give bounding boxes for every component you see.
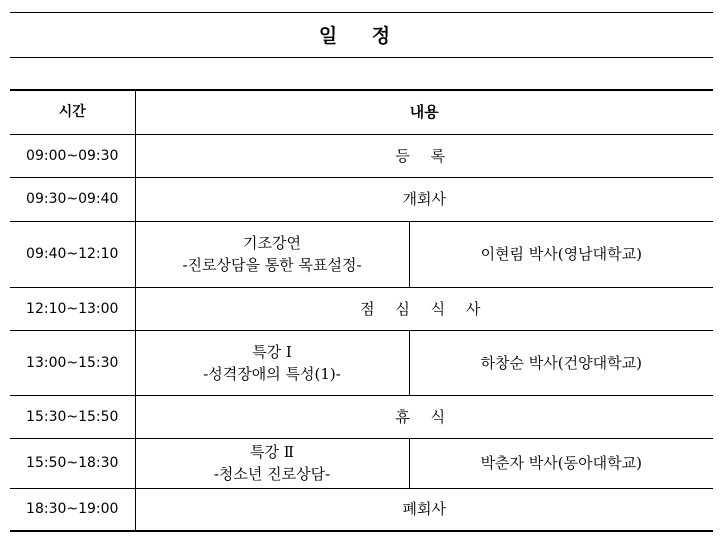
table-row	[10, 330, 713, 395]
page-title: 일 정	[318, 25, 405, 47]
table-row	[10, 221, 713, 287]
topic-subtitle: -진로상담을 통한 목표설정-	[182, 256, 362, 274]
row-speaker: 박춘자 박사(동아대학교)	[409, 438, 713, 488]
row-content: 등 록	[135, 134, 713, 177]
topic-subtitle: -청소년 진로상담-	[213, 465, 331, 483]
header-content: 내용	[135, 90, 713, 134]
row-time: 15:50~18:30	[10, 438, 135, 488]
row-content: 개회사	[135, 177, 713, 221]
row-time: 12:10~13:00	[10, 287, 135, 330]
row-time: 09:40~12:10	[10, 221, 135, 287]
title-bottom-rule	[10, 57, 713, 58]
row-time: 13:00~15:30	[10, 330, 135, 395]
table-row	[10, 488, 713, 531]
table-header-row	[10, 90, 713, 134]
row-time: 09:00~09:30	[10, 134, 135, 177]
table-row	[10, 287, 713, 330]
row-topic	[135, 330, 409, 395]
row-content: 휴 식	[135, 395, 713, 438]
row-speaker: 하창순 박사(건양대학교)	[409, 330, 713, 395]
schedule-table	[10, 89, 713, 532]
topic-title: 기조강연	[243, 234, 301, 252]
row-content: 폐회사	[135, 488, 713, 531]
table-row	[10, 134, 713, 177]
table-row	[10, 395, 713, 438]
table-row	[10, 438, 713, 488]
row-topic	[135, 438, 409, 488]
row-time: 15:30~15:50	[10, 395, 135, 438]
topic-subtitle: -성격장애의 특성(1)-	[203, 364, 341, 383]
header-time: 시간	[10, 90, 135, 134]
row-speaker: 이현림 박사(영남대학교)	[409, 221, 713, 287]
table-row	[10, 177, 713, 221]
topic-title: 특강 Ⅰ	[252, 342, 292, 361]
topic-title: 특강 Ⅱ	[250, 443, 294, 461]
row-topic	[135, 221, 409, 287]
row-time: 18:30~19:00	[10, 488, 135, 531]
row-content: 점 심 식 사	[135, 287, 713, 330]
row-time: 09:30~09:40	[10, 177, 135, 221]
